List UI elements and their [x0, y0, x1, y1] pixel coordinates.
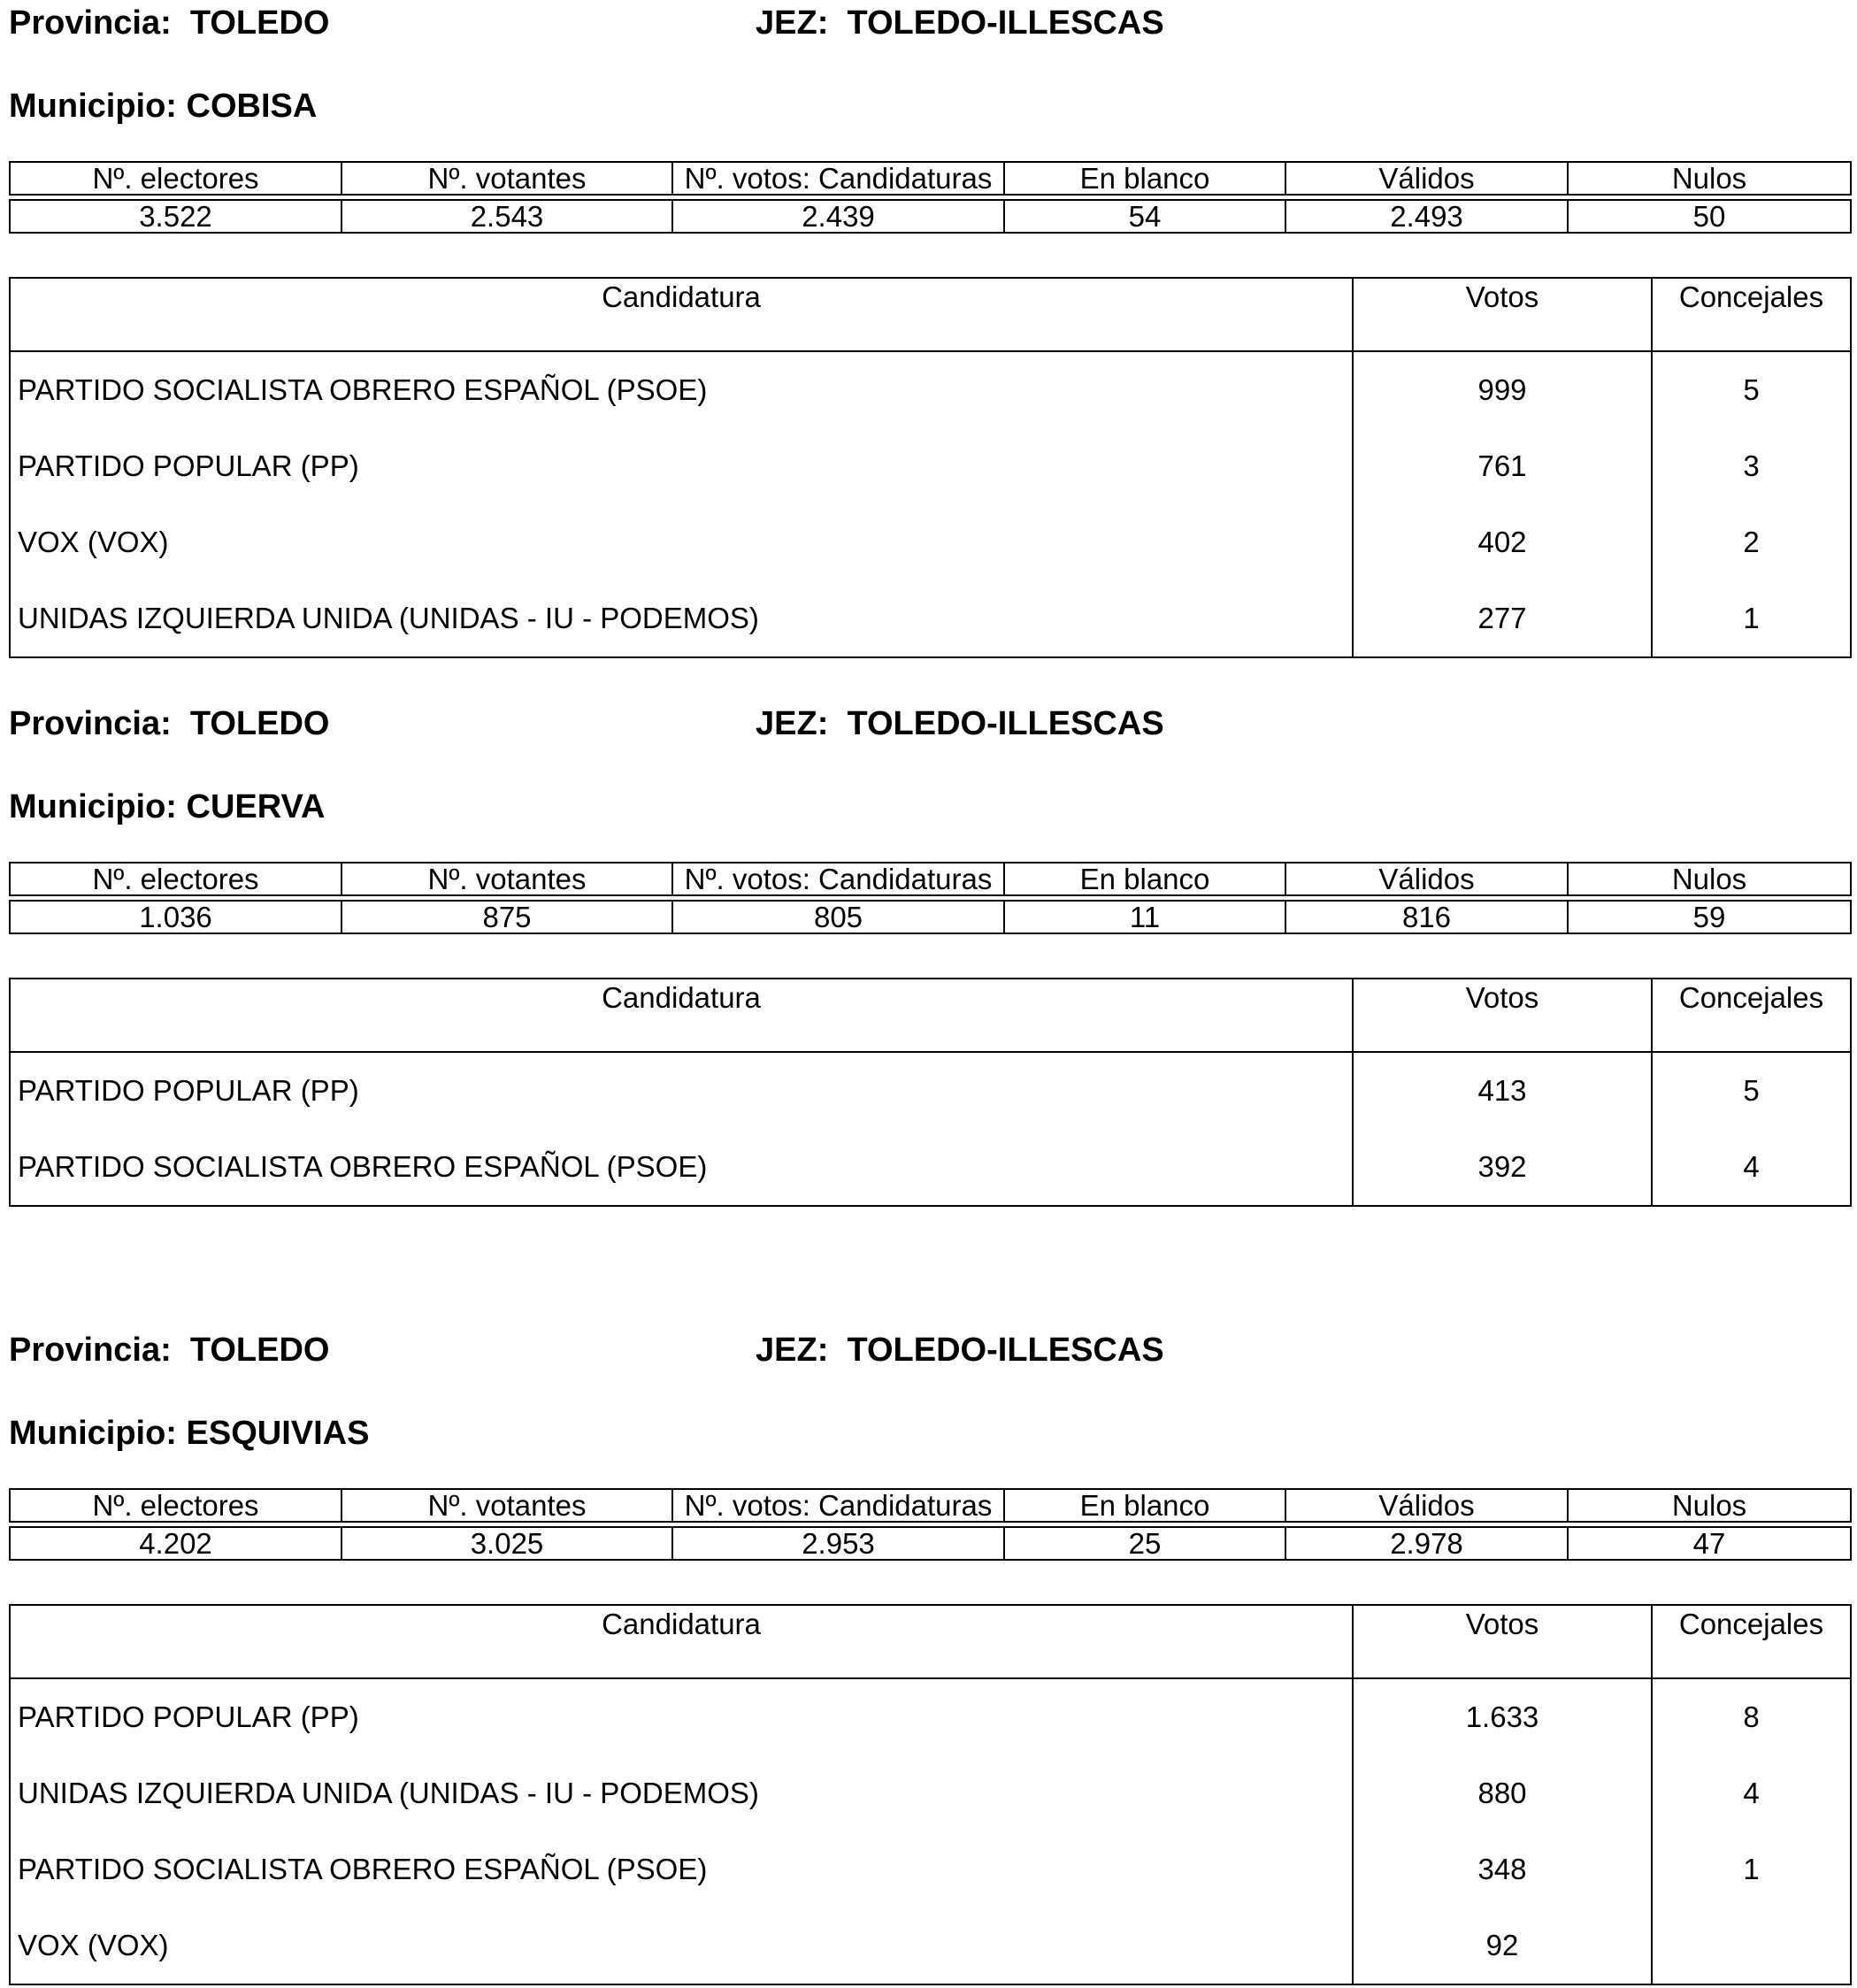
candidatura-name: PARTIDO POPULAR (PP) — [18, 449, 359, 482]
stat-header: En blanco — [1004, 162, 1285, 195]
stat-value: 54 — [1004, 200, 1285, 233]
candidatura-concejales — [1652, 1907, 1851, 1984]
jez-label: JEZ: TOLEDO-ILLESCAS — [756, 705, 1164, 742]
stat-value: 4.202 — [10, 1527, 341, 1560]
stats-values-row — [10, 901, 1851, 933]
stats-table — [9, 862, 1852, 934]
stat-value: 50 — [1568, 200, 1851, 233]
candidaturas-table — [9, 1604, 1852, 1985]
candidatura-votos: 1.633 — [1353, 1678, 1652, 1755]
provincia-label: Provincia: TOLEDO — [9, 4, 330, 42]
candidatura-votos: 413 — [1353, 1052, 1652, 1129]
col-header-candidatura: Candidatura — [10, 979, 1353, 1052]
stat-value: 816 — [1285, 901, 1568, 933]
stat-value: 2.439 — [672, 200, 1004, 233]
stat-value: 11 — [1004, 901, 1285, 933]
municipio-label: Municipio: ESQUIVIAS — [9, 1415, 370, 1452]
candidatura-votos: 761 — [1353, 428, 1652, 504]
stat-header: Nº. votantes — [341, 1489, 672, 1522]
stats-values-row — [10, 200, 1851, 233]
candidatura-votos: 348 — [1353, 1831, 1652, 1907]
stat-value: 3.522 — [10, 200, 341, 233]
stat-header: Nulos — [1568, 1489, 1851, 1522]
candidatura-concejales: 5 — [1652, 1052, 1851, 1129]
stat-header: Válidos — [1285, 162, 1568, 195]
stat-header: Nº. electores — [10, 162, 341, 195]
candidatura-concejales: 8 — [1652, 1678, 1851, 1755]
table-row — [10, 351, 1851, 428]
stat-header: Válidos — [1285, 863, 1568, 895]
candidatura-name: UNIDAS IZQUIERDA UNIDA (UNIDAS - IU - PODEMOS) — [18, 602, 759, 634]
candidatura-concejales: 2 — [1652, 504, 1851, 580]
stat-header: Nº. votantes — [341, 162, 672, 195]
table-row — [10, 1052, 1851, 1129]
candidatura-votos: 92 — [1353, 1907, 1652, 1984]
candidatura-concejales: 5 — [1652, 351, 1851, 428]
stat-value: 875 — [341, 901, 672, 933]
stat-value: 805 — [672, 901, 1004, 933]
candidatura-concejales: 3 — [1652, 428, 1851, 504]
candidaturas-header-row — [10, 1605, 1851, 1678]
stats-table — [9, 1488, 1852, 1561]
stats-header-row — [10, 863, 1851, 895]
municipio-label: Municipio: COBISA — [9, 88, 318, 125]
candidaturas-header-row — [10, 278, 1851, 351]
col-header-concejales: Concejales — [1652, 278, 1851, 351]
candidatura-votos: 999 — [1353, 351, 1652, 428]
stats-values-row — [10, 1527, 1851, 1560]
table-row — [10, 580, 1851, 657]
stat-header: Válidos — [1285, 1489, 1568, 1522]
candidatura-name: PARTIDO SOCIALISTA OBRERO ESPAÑOL (PSOE) — [18, 373, 708, 406]
candidatura-name: PARTIDO SOCIALISTA OBRERO ESPAÑOL (PSOE) — [18, 1150, 708, 1183]
candidatura-votos: 402 — [1353, 504, 1652, 580]
stat-header: Nº. votantes — [341, 863, 672, 895]
col-header-candidatura: Candidatura — [10, 278, 1353, 351]
stats-header-row — [10, 1489, 1851, 1522]
table-row — [10, 1755, 1851, 1831]
stat-header: Nº. votos: Candidaturas — [672, 1489, 1004, 1522]
stat-header: En blanco — [1004, 863, 1285, 895]
candidatura-concejales: 4 — [1652, 1755, 1851, 1831]
stat-value: 3.025 — [341, 1527, 672, 1560]
table-row — [10, 504, 1851, 580]
jez-label: JEZ: TOLEDO-ILLESCAS — [756, 4, 1164, 42]
candidaturas-table — [9, 978, 1852, 1207]
stat-header: Nº. votos: Candidaturas — [672, 863, 1004, 895]
table-row — [10, 1129, 1851, 1206]
col-header-concejales: Concejales — [1652, 1605, 1851, 1678]
stat-header: Nulos — [1568, 863, 1851, 895]
stat-header: Nº. votos: Candidaturas — [672, 162, 1004, 195]
stat-value: 25 — [1004, 1527, 1285, 1560]
candidatura-name: PARTIDO POPULAR (PP) — [18, 1074, 359, 1107]
col-header-votos: Votos — [1353, 979, 1652, 1052]
candidatura-concejales: 4 — [1652, 1129, 1851, 1206]
provincia-label: Provincia: TOLEDO — [9, 1332, 330, 1369]
table-row — [10, 1678, 1851, 1755]
candidaturas-header-row — [10, 979, 1851, 1052]
stat-value: 2.543 — [341, 200, 672, 233]
stat-header: Nº. electores — [10, 863, 341, 895]
table-row — [10, 428, 1851, 504]
candidatura-name: PARTIDO POPULAR (PP) — [18, 1700, 359, 1733]
table-row — [10, 1831, 1851, 1907]
municipio-label: Municipio: CUERVA — [9, 788, 326, 825]
stat-header: Nº. electores — [10, 1489, 341, 1522]
stat-value: 2.953 — [672, 1527, 1004, 1560]
stat-value: 59 — [1568, 901, 1851, 933]
candidaturas-table — [9, 277, 1852, 658]
stat-header: Nulos — [1568, 162, 1851, 195]
candidatura-name: VOX (VOX) — [18, 1929, 169, 1961]
jez-label: JEZ: TOLEDO-ILLESCAS — [756, 1332, 1164, 1369]
candidatura-concejales: 1 — [1652, 1831, 1851, 1907]
col-header-candidatura: Candidatura — [10, 1605, 1353, 1678]
candidatura-name: PARTIDO SOCIALISTA OBRERO ESPAÑOL (PSOE) — [18, 1853, 708, 1885]
candidatura-votos: 880 — [1353, 1755, 1652, 1831]
candidatura-votos: 277 — [1353, 580, 1652, 657]
candidatura-concejales: 1 — [1652, 580, 1851, 657]
candidatura-name: VOX (VOX) — [18, 526, 169, 558]
col-header-votos: Votos — [1353, 1605, 1652, 1678]
stats-header-row — [10, 162, 1851, 195]
stat-value: 47 — [1568, 1527, 1851, 1560]
stat-value: 1.036 — [10, 901, 341, 933]
candidatura-name: UNIDAS IZQUIERDA UNIDA (UNIDAS - IU - PODEMOS) — [18, 1777, 759, 1809]
stat-value: 2.978 — [1285, 1527, 1568, 1560]
candidatura-votos: 392 — [1353, 1129, 1652, 1206]
table-row — [10, 1907, 1851, 1984]
stats-table — [9, 161, 1852, 234]
stat-header: En blanco — [1004, 1489, 1285, 1522]
stat-value: 2.493 — [1285, 200, 1568, 233]
col-header-votos: Votos — [1353, 278, 1652, 351]
col-header-concejales: Concejales — [1652, 979, 1851, 1052]
provincia-label: Provincia: TOLEDO — [9, 705, 330, 742]
